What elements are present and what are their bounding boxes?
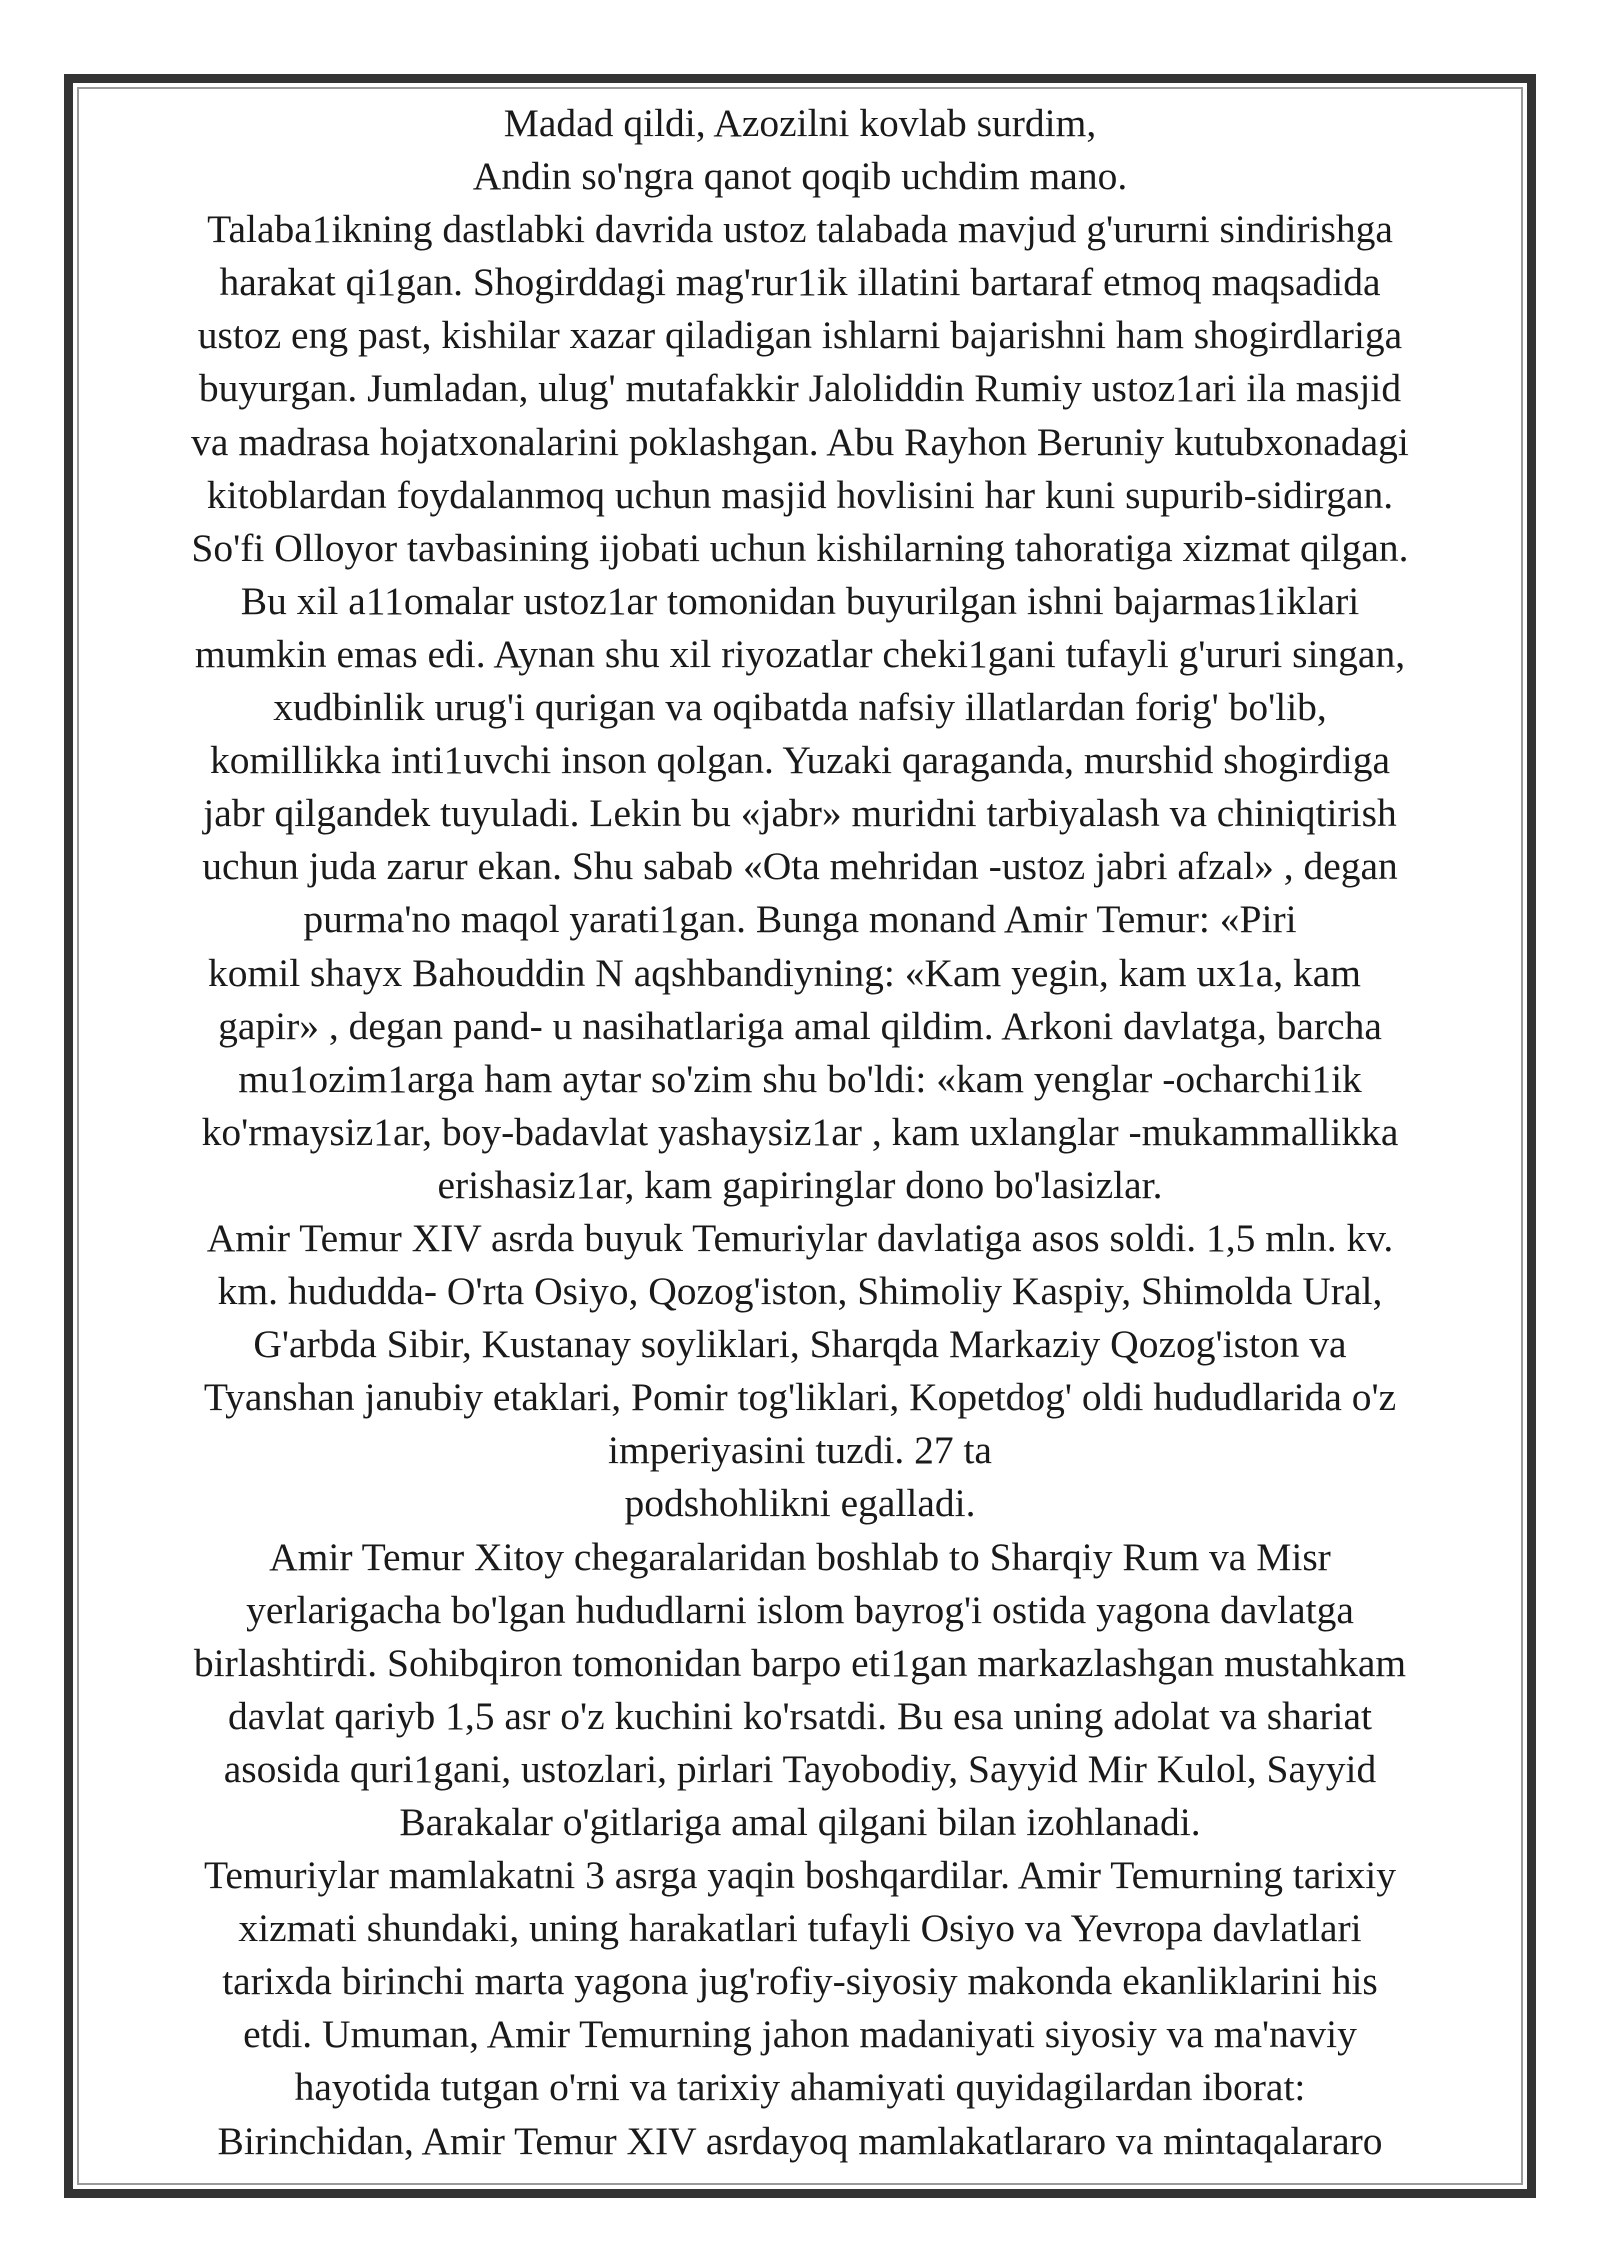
text-line: Tyanshan janubiy etaklari, Pomir tog'liklari, Kopetdog' oldi hududlarida o'z bbox=[203, 1375, 1397, 1420]
text-line: kitoblardan foydalanmoq uchun masjid hovlisini har kuni supurib-sidirgan. bbox=[206, 472, 1394, 517]
text-line: mu1ozim1arga ham aytar so'zim shu bo'ldi: «kam yenglar -ocharchi1ik bbox=[238, 1056, 1362, 1101]
text-line: So'fi Olloyor tavbasining ijobati uchun kishilarning tahoratiga xizmat qilgan. bbox=[191, 525, 1409, 570]
text-line: Madad qildi, Azozilni kovlab surdim, bbox=[503, 101, 1097, 145]
page-inner-border bbox=[77, 87, 1523, 2185]
text-line: mumkin emas edi. Aynan shu xil riyozatlar cheki1gani tufayli g'ururi singan, bbox=[194, 631, 1406, 676]
text-line: asosida quri1gani, ustozlari, pirlari Tayobodiy, Sayyid Mir Kulol, Sayyid bbox=[223, 1746, 1377, 1791]
text-line: Barakalar o'gitlariga amal qilgani bilan izohlanadi. bbox=[399, 1800, 1201, 1844]
text-line: hayotida tutgan o'rni va tarixiy ahamiyati quyidagilardan iborat: bbox=[294, 2065, 1306, 2110]
text-line: Andin so'ngra qanot qoqib uchdim mano. bbox=[472, 154, 1128, 199]
text-line: podshohlikni egalladi. bbox=[624, 1481, 976, 1526]
document-text bbox=[105, 97, 1495, 2168]
text-line: komil shayx Bahouddin N aqshbandiyning: «Kam yegin, kam ux1a, kam bbox=[208, 950, 1362, 995]
text-line: ko'rmaysiz1ar, boy-badavlat yashaysiz1ar , kam uxlanglar -mukammallikka bbox=[201, 1109, 1399, 1154]
text-line: ustoz eng past, kishilar xazar qiladigan ishlarni bajarishni ham shogirdlariga bbox=[197, 313, 1403, 358]
text-line: harakat qi1gan. Shogirddagi mag'rur1ik illatini bartaraf etmoq maqsadida bbox=[219, 260, 1381, 305]
text-line: uchun juda zarur ekan. Shu sabab «Ota mehridan -ustoz jabri afzal» , degan bbox=[202, 844, 1398, 889]
text-line: Amir Temur Xitoy chegaralaridan boshlab to Sharqiy Rum va Misr bbox=[269, 1534, 1331, 1579]
text-line: purma'no maqol yarati1gan. Bunga monand Amir Temur: «Piri bbox=[303, 897, 1297, 942]
text-line: Birinchidan, Amir Temur XIV asrdayoq mamlakatlararo va mintaqalararo bbox=[217, 2118, 1383, 2163]
text-line: xizmati shundaki, uning harakatlari tufayli Osiyo va Yevropa davlatlari bbox=[238, 1906, 1362, 1951]
text-line: davlat qariyb 1,5 asr o'z kuchini ko'rsatdi. Bu esa uning adolat va shariat bbox=[227, 1693, 1373, 1738]
text-line: va madrasa hojatxonalarini poklashgan. Abu Rayhon Beruniy kutubxonadagi bbox=[191, 419, 1409, 464]
text-line: G'arbda Sibir, Kustanay soyliklari, Sharqda Markaziy Qozog'iston va bbox=[253, 1322, 1347, 1367]
text-line: tarixda birinchi marta yagona jug'rofiy-siyosiy makonda ekanliklarini his bbox=[222, 1959, 1378, 2004]
text-line: km. hududda- O'rta Osiyo, Qozog'iston, Shimoliy Kaspiy, Shimolda Ural, bbox=[217, 1269, 1383, 1314]
text-line: Bu xil a11omalar ustoz1ar tomonidan buyurilgan ishni bajarmas1iklari bbox=[240, 578, 1360, 623]
text-line: Amir Temur XIV asrda buyuk Temuriylar davlatiga asos soldi. 1,5 mln. kv. bbox=[206, 1215, 1394, 1260]
text-line: gapir» , degan pand- u nasihatlariga amal qildim. Arkoni davlatga, barcha bbox=[218, 1003, 1382, 1048]
text-line: komillikka inti1uvchi inson qolgan. Yuzaki qaraganda, murshid shogirdiga bbox=[209, 738, 1391, 783]
text-line: erishasiz1ar, kam gapiringlar dono bo'lasizlar. bbox=[437, 1162, 1163, 1207]
text-line: birlashtirdi. Sohibqiron tomonidan barpo eti1gan markazlashgan mustahkam bbox=[193, 1640, 1407, 1685]
text-line: Talaba1ikning dastlabki davrida ustoz talabada mavjud g'ururni sindirishga bbox=[207, 207, 1393, 252]
text-line: Temuriylar mamlakatni 3 asrga yaqin boshqardilar. Amir Temurning tarixiy bbox=[203, 1853, 1396, 1898]
page-frame bbox=[64, 74, 1536, 2198]
text-line: xudbinlik urug'i qurigan va oqibatda nafsiy illatlardan forig' bo'lib, bbox=[273, 685, 1327, 730]
text-line: jabr qilgandek tuyuladi. Lekin bu «jabr» muridni tarbiyalash va chiniqtirish bbox=[203, 791, 1397, 836]
text-line: etdi. Umuman, Amir Temurning jahon madaniyati siyosiy va ma'naviy bbox=[243, 2012, 1357, 2057]
text-line: yerlarigacha bo'lgan hududlarni islom bayrog'i ostida yagona davlatga bbox=[246, 1587, 1354, 1632]
text-line: imperiyasini tuzdi. 27 ta bbox=[608, 1428, 992, 1473]
text-line: buyurgan. Jumladan, ulug' mutafakkir Jaloliddin Rumiy ustoz1ari ila masjid bbox=[198, 366, 1402, 411]
